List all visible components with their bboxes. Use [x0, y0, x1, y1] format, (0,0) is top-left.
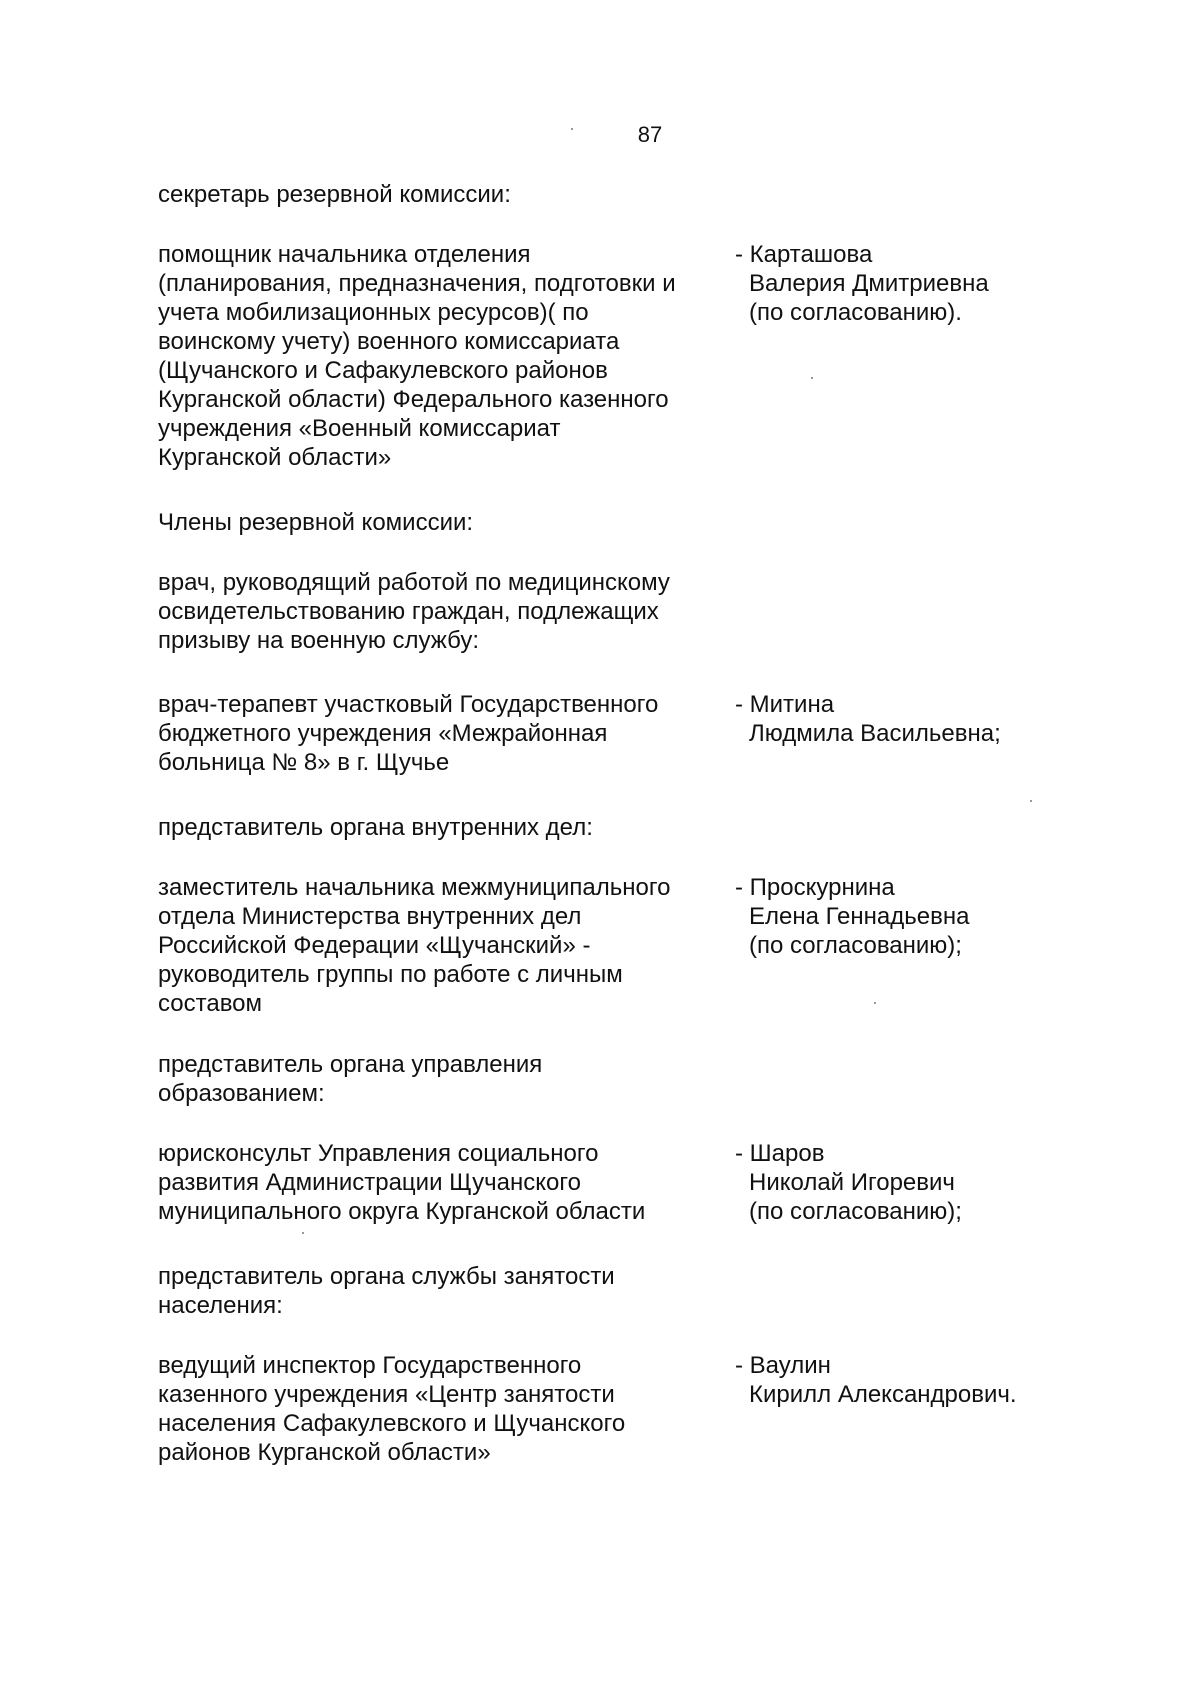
employment-position-line: казенного учреждения «Центр занятости [158, 1381, 615, 1408]
doctor-heading-line: призыву на военную службу: [158, 627, 479, 654]
police-name-line: Елена Геннадьевна [749, 903, 970, 930]
education-position-line: юрисконсульт Управления социального [158, 1140, 599, 1167]
doctor-heading-line: врач, руководящий работой по медицинскому [158, 569, 670, 596]
scan-speck [811, 377, 813, 379]
secretary-position-line: Курганской области» [158, 444, 392, 471]
police-name-line: (по согласованию); [749, 932, 962, 959]
education-name [735, 1139, 962, 1226]
employment-name-line: Кирилл Александрович. [749, 1381, 1017, 1408]
employment-name-line: - Ваулин [735, 1352, 831, 1379]
members-heading: Члены резервной комиссии: [158, 509, 474, 536]
scan-speck [874, 1002, 876, 1004]
secretary-heading: секретарь резервной комиссии: [158, 181, 511, 208]
scan-speck [302, 1232, 304, 1234]
doctor-position-line: больница № 8» в г. Щучье [158, 749, 450, 776]
education-position-line: муниципального округа Курганской области [158, 1198, 646, 1225]
scan-speck [1030, 800, 1032, 802]
employment-position-line: районов Курганской области» [158, 1439, 491, 1466]
police-name [735, 873, 969, 960]
secretary-position-line: (планирования, предназначения, подготовки и [158, 270, 676, 297]
police-position-line: Российской Федерации «Щучанский» - [158, 932, 591, 959]
education-heading-line: представитель органа управления [158, 1051, 543, 1078]
secretary-position-line: помощник начальника отделения [158, 241, 531, 268]
education-name-line: (по согласованию); [749, 1198, 962, 1225]
secretary-name-line: (по согласованию). [749, 299, 962, 326]
police-position-line: составом [158, 990, 263, 1017]
secretary-position-line: учреждения «Военный комиссариат [158, 415, 561, 442]
education-heading-line: образованием: [158, 1080, 325, 1107]
doctor-name-line: Людмила Васильевна; [749, 720, 1001, 747]
education-name-line: Николай Игоревич [749, 1169, 955, 1196]
doctor-heading-line: освидетельствованию граждан, подлежащих [158, 598, 659, 625]
employment-position-line: населения Сафакулевского и Щучанского [158, 1410, 626, 1437]
employment-position-line: ведущий инспектор Государственного [158, 1352, 582, 1379]
employment-heading-line: представитель органа службы занятости [158, 1263, 615, 1290]
education-name-line: - Шаров [735, 1140, 825, 1167]
secretary-name-line: - Карташова [735, 241, 873, 268]
employment-name [735, 1351, 1017, 1409]
scan-speck [571, 128, 573, 130]
secretary-name-line: Валерия Дмитриевна [749, 270, 989, 297]
police-position-line: отдела Министерства внутренних дел [158, 903, 582, 930]
education-position-line: развития Администрации Щучанского [158, 1169, 581, 1196]
police-heading: представитель органа внутренних дел: [158, 814, 593, 841]
doctor-position-line: врач-терапевт участковый Государственного [158, 691, 659, 718]
police-position-line: заместитель начальника межмуниципального [158, 874, 671, 901]
police-name-line: - Проскурнина [735, 874, 895, 901]
secretary-position-line: (Щучанского и Сафакулевского районов [158, 357, 608, 384]
page-number: 87 [637, 122, 663, 147]
doctor-name [735, 690, 1001, 748]
secretary-position-line: воинскому учету) военного комиссариата [158, 328, 620, 355]
secretary-name [735, 240, 989, 327]
police-position-line: руководитель группы по работе с личным [158, 961, 623, 988]
employment-heading-line: населения: [158, 1292, 283, 1319]
doctor-name-line: - Митина [735, 691, 835, 718]
doctor-position-line: бюджетного учреждения «Межрайонная [158, 720, 608, 747]
secretary-position-line: Курганской области) Федерального казенного [158, 386, 669, 413]
secretary-position-line: учета мобилизационных ресурсов)( по [158, 299, 589, 326]
